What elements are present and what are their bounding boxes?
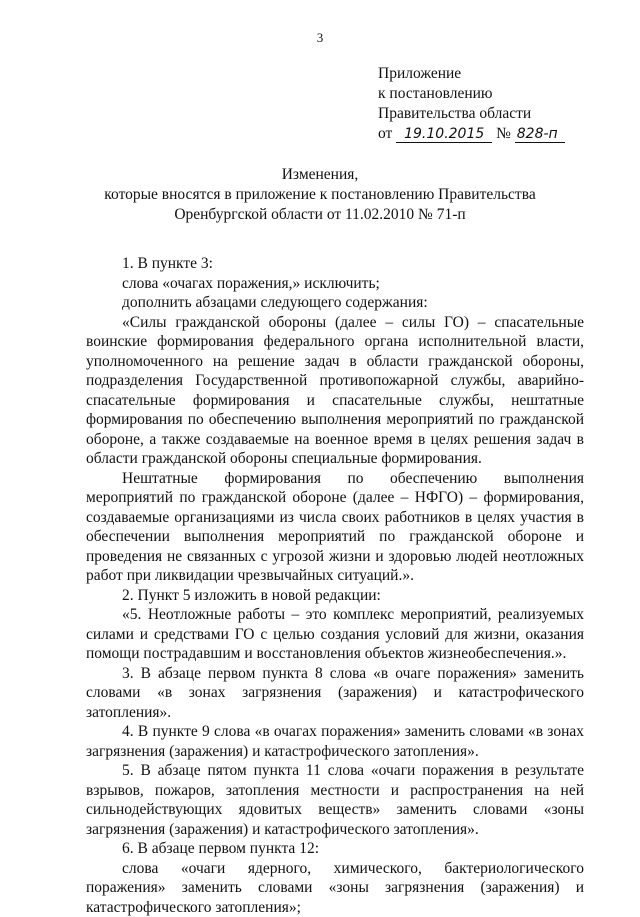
paragraph: Нештатные формирования по обеспечению выполнения мероприятий по гражданской обороне (далее – НФГО) – формирования, создаваемые организациями из числа своих работников в целях участия в обеспечении выполнения мероприятий по гражданской обороне и проведения не связанных с угрозой жизни и здоровью людей неотложных работ при ликвидации чрезвычайных ситуаций.». xyxy=(86,469,584,586)
appendix-date-line xyxy=(378,124,565,144)
page-number: 3 xyxy=(0,30,640,46)
paragraph: 3. В абзаце первом пункта 8 слова «в очаге поражения» заменить словами «в зонах загрязнения (заражения) и катастрофического затопления». xyxy=(86,664,584,723)
date-prefix: от xyxy=(378,125,392,142)
paragraph: 1. В пункте 3: xyxy=(86,254,584,274)
document-title xyxy=(0,165,640,225)
number-value: 828-п xyxy=(515,126,565,143)
appendix-line-3: Правительства области xyxy=(378,104,565,124)
document-body xyxy=(86,254,584,917)
paragraph: «Силы гражданской обороны (далее – силы ГО) – спасательные воинские формирования федерального органа исполнительной власти, уполномоченного на решение задач в области гражданской обороны, подразделения Государственной противопожарной службы, аварийно-спасательные формирования и спасательные службы, нештатные формирования по обеспечению выполнения мероприятий по гражданской обороне, а также создаваемые на военное время в целях решения задач в области гражданской обороны специальные формирования. xyxy=(86,313,584,469)
paragraph: дополнить абзацами следующего содержания: xyxy=(86,293,584,313)
paragraph: «5. Неотложные работы – это комплекс мероприятий, реализуемых силами и средствами ГО с целью создания условий для жизни, оказания помощи пострадавшим и восстановления объектов жизнеобеспечения.». xyxy=(86,605,584,664)
appendix-line-2: к постановлению xyxy=(378,84,565,104)
number-prefix: № xyxy=(496,125,511,142)
paragraph: 5. В абзаце пятом пункта 11 слова «очаги поражения в результате взрывов, пожаров, затопления местности и распространения на ней сильнодействующих ядовитых веществ» заменить словами «зоны загрязнения (заражения) и катастрофического затопления». xyxy=(86,761,584,839)
paragraph: 4. В пункте 9 слова «в очагах поражения» заменить словами «в зонах загрязнения (заражения) и катастрофического затопления». xyxy=(86,722,584,761)
title-line-2: которые вносятся в приложение к постановлению Правительства xyxy=(0,185,640,205)
title-line-3: Оренбургской области от 11.02.2010 № 71-п xyxy=(0,205,640,225)
title-line-1: Изменения, xyxy=(0,165,640,185)
paragraph: 6. В абзаце первом пункта 12: xyxy=(86,839,584,859)
paragraph: 2. Пункт 5 изложить в новой редакции: xyxy=(86,586,584,606)
date-value: 19.10.2015 xyxy=(396,126,492,143)
appendix-line-1: Приложение xyxy=(378,64,565,84)
paragraph: слова «очагах поражения,» исключить; xyxy=(86,274,584,294)
paragraph: слова «очаги ядерного, химического, бактериологического поражения» заменить словами «зоны загрязнения (заражения) и катастрофического затопления»; xyxy=(86,859,584,917)
appendix-header xyxy=(378,64,565,144)
